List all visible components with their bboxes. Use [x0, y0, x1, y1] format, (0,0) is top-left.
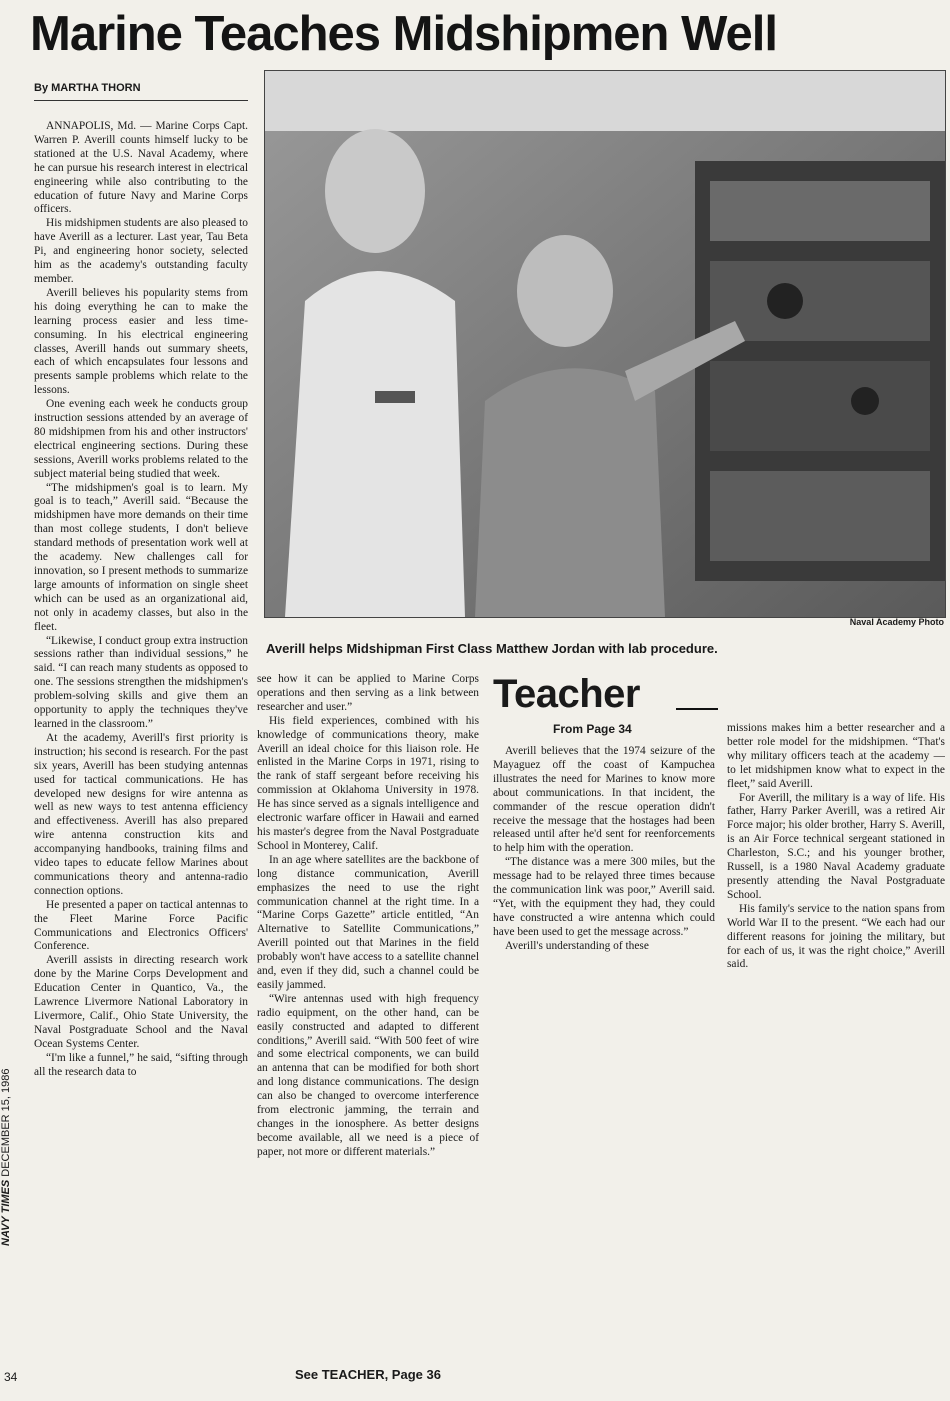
- page-number: 34: [4, 1370, 18, 1384]
- publication-date: DECEMBER 15, 1986: [0, 1068, 12, 1177]
- photo-credit: Naval Academy Photo: [849, 617, 944, 627]
- paragraph: Averill assists in directing research work done by the Marine Corps Development and Education Center in Quantico, Va., the Lawrence Livermore National Laboratory in Livermore, Calif., Ohio State University, the Naval Postgraduate School and the Naval Ocean Systems Center.: [34, 954, 248, 1050]
- paragraph: His family's service to the nation spans from World War II to the present. “We each had our different reasons for joining the military, but for each of us, it was the right choice,” Averill said.: [727, 902, 945, 971]
- paragraph: He presented a paper on tactical antennas to the Fleet Marine Force Pacific Communications and Electronics Officers' Conference.: [34, 898, 248, 953]
- paragraph: His field experiences, combined with his knowledge of communications theory, make Averill an ideal choice for this liaison role. He enlisted in the Marine Corps in 1971, rising to the rank of staff sergeant before receiving his commission at Oklahoma University in 1978. He has since served as a signals intelligence and electronic warfare officer in Hawaii and earned his master's degree from the Naval Postgraduate School in Monterey, Calif.: [257, 714, 479, 852]
- jump-headline-rule: [676, 708, 718, 710]
- publication-sideline: [0, 1046, 16, 1246]
- article-column-2: [257, 673, 479, 1363]
- jump-headline: Teacher: [493, 672, 640, 716]
- paragraph: One evening each week he conducts group instruction sessions attended by an average of 80 midshipmen from his and other instructors' electrical engineering sections. During these sessions, Averill works problems related to the subject material being studied that week.: [34, 398, 248, 480]
- paragraph: In an age where satellites are the backbone of long distance communication, Averill emphasizes the need to use the right communication channel at the right time. In a “Marine Corps Gazette” article entitled, “An Alternative to Satellite Communications,” Averill pointed out that Marines in the field probably won't have access to a satellite channel and, even if they did, such a channel could be easily jammed.: [257, 853, 479, 991]
- photo-caption: Averill helps Midshipman First Class Matthew Jordan with lab procedure.: [266, 641, 718, 656]
- byline: By MARTHA THORN: [34, 82, 248, 101]
- lab-photo-illustration: [265, 71, 945, 617]
- paragraph: His midshipmen students are also pleased to have Averill as a lecturer. Last year, Tau Beta Pi, and engineering honor society, selected him as the academy's outstanding faculty member.: [34, 217, 248, 285]
- paragraph: “I'm like a funnel,” he said, “sifting through all the research data to: [34, 1051, 248, 1078]
- paragraph: Averill believes that the 1974 seizure of the Mayaguez off the coast of Kampuchea illustrates the need for Marines to know more about communications. In that incident, the commander of the rescue operation didn't receive the message that the hostages had been released until after he'd sent for reenforcements to help him with the operation.: [493, 745, 715, 855]
- paragraph: missions makes him a better researcher and a better role model for the midshipmen. “That's why military officers teach at the academy — to let midshipmen know what to expect in the fleet,” said Averill.: [727, 722, 945, 790]
- publication-name: NAVY TIMES: [0, 1179, 12, 1246]
- paragraph: For Averill, the military is a way of life. His father, Harry Parker Averill, was a retired Air Force major; his older brother, Harry S. Averill, is an Air Force technical sergeant stationed in Charleston, S.C.; and his younger brother, Russell, is a 1980 Naval Academy graduate presently attending the Naval Postgraduate School.: [727, 791, 945, 901]
- headline: Marine Teaches Midshipmen Well: [30, 7, 777, 61]
- paragraph: “The midshipmen's goal is to learn. My goal is to teach,” Averill said. “Because the midshipmen have more demands on their time than most college students, I don't believe standard methods of presentation work well at the academy. New challenges call for innovation, so I present methods to summarize large amounts of information on single sheet which can be used as an organizational aid, not only in academy classes, but also in the fleet.: [34, 481, 248, 633]
- paragraph: Averill believes his popularity stems from his doing everything he can to make the learning process easier and less time-consuming. In his electrical engineering classes, Averill hands out summary sheets, each of which encapsulates four lessons and presents sample problems which relate to the lessons.: [34, 286, 248, 397]
- from-page-line: From Page 34: [553, 722, 632, 736]
- paragraph: “Wire antennas used with high frequency radio equipment, on the other hand, can be easily constructed and adapted to different conditions,” Averill said. “With 500 feet of wire and some electrical components, we can build an antenna that can be modified for both short and long distance communications. The design can also be changed to overcome interference from electronic jamming, the terrain and changes in the ionosphere. As better designs become available, all we need is a piece of paper, not more or different materials.”: [257, 992, 479, 1158]
- paragraph: Averill's understanding of these: [505, 939, 649, 952]
- paragraph: “Likewise, I conduct group extra instruction sessions rather than individual sessions,” he said. “I can reach many students as opposed to one. The sessions strengthen the midshipmen's problem-solving skills and give them an opportunity to apply the techniques they've learned in the classroom.”: [34, 634, 248, 730]
- article-column-4: [727, 722, 945, 1062]
- continued-line: See TEACHER, Page 36: [295, 1367, 441, 1382]
- paragraph: At the academy, Averill's first priority is instruction; his second is research. For the past six years, Averill has been studying antennas used for tactical communications. He has developed new designs for wire antenna as well as new ways to test antenna efficiency and effectiveness. Averill has also prepared wire antenna construction kits and accompanying handbooks, training films and video tapes to educate fellow Marines about communications theory and antenna-radio connection options.: [34, 731, 248, 897]
- article-column-3: [493, 745, 715, 1065]
- lab-photo: [264, 70, 946, 618]
- paragraph: “The distance was a mere 300 miles, but the message had to be relayed three times because the communication link was poor,” Averill said. “Yet, with the equipment they had, they could have constructed a wire antenna which could have been used to get the message across.”: [493, 856, 715, 938]
- paragraph: see how it can be applied to Marine Corps operations and then serving as a link between researcher and user.”: [257, 673, 479, 713]
- article-column-1: [34, 120, 248, 1388]
- paragraph: ANNAPOLIS, Md. — Marine Corps Capt. Warren P. Averill counts himself lucky to be stationed at the U.S. Naval Academy, where he can pursue his research interest in electrical engineering while also contributing to the education of future Navy and Marine Corps officers.: [34, 120, 248, 216]
